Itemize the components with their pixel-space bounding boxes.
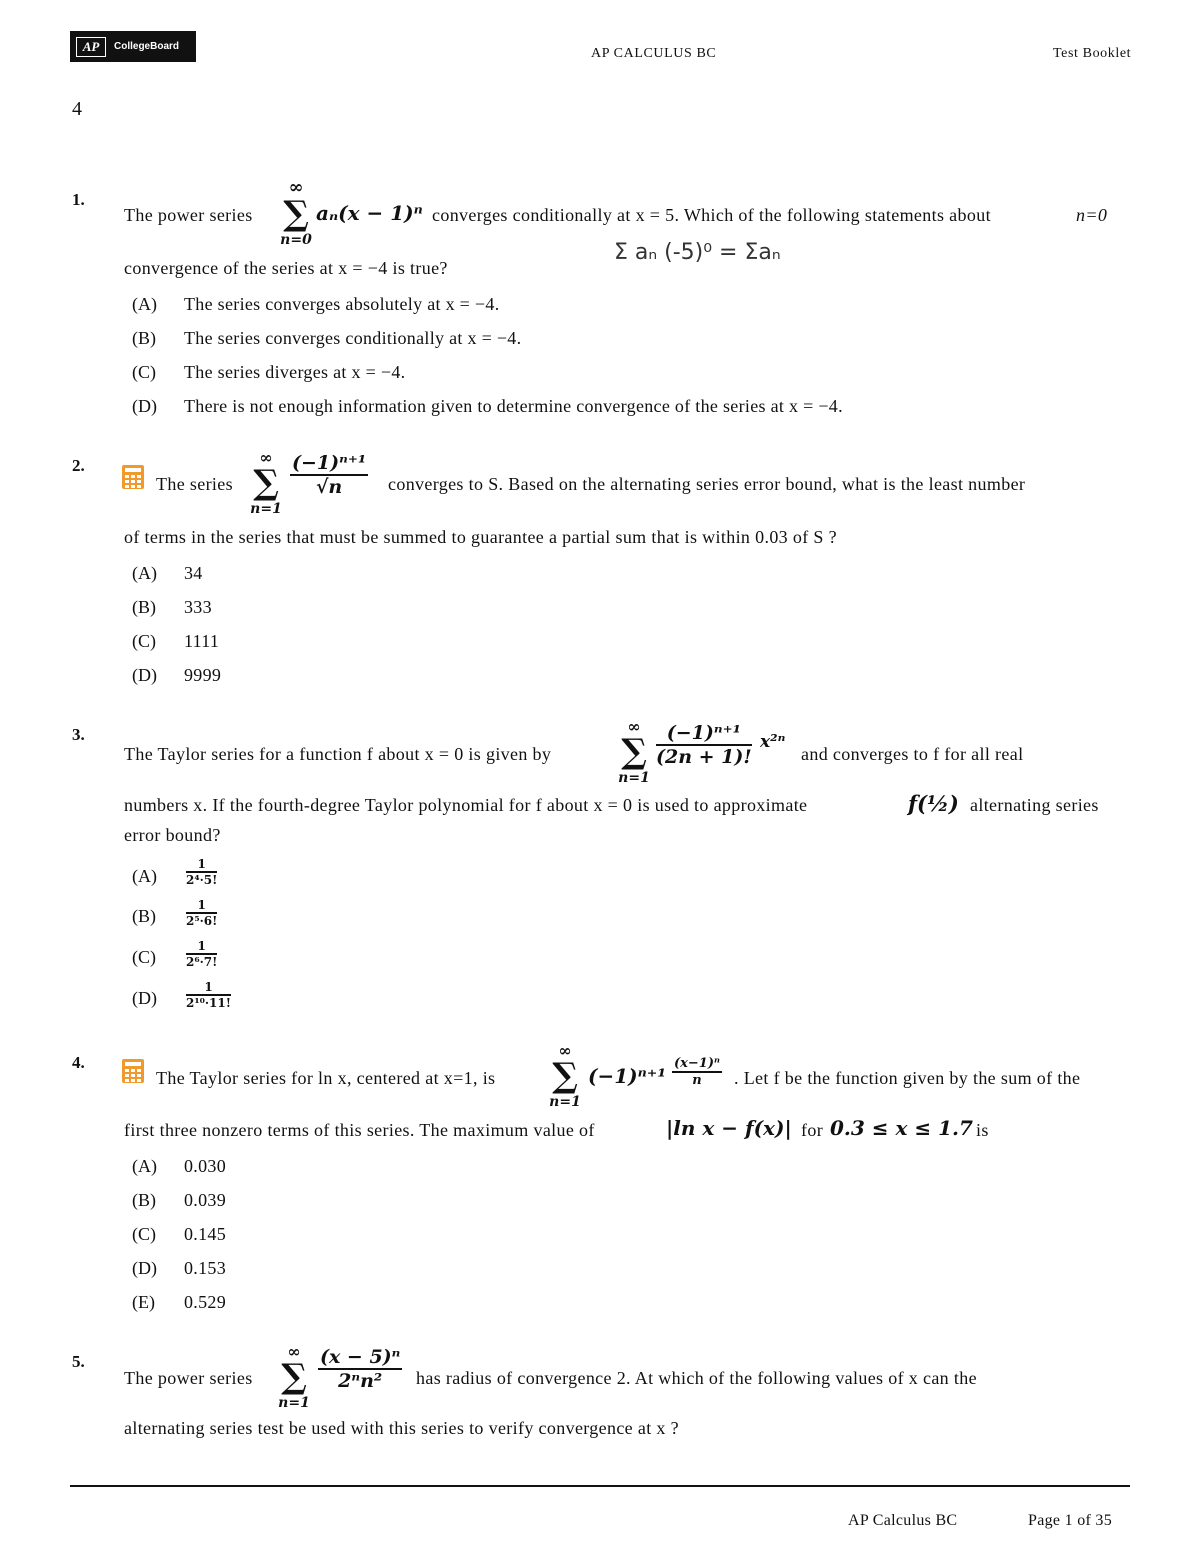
question-3-sum [614,717,654,786]
sum-upper-limit: ∞ [558,1041,572,1060]
question-3-lead: The Taylor series for a function f about x = 0 is given by [124,744,552,764]
question-3-number: 3. [72,725,85,744]
question-3-line3: error bound? [124,825,221,845]
fraction-numerator: (−1)ⁿ⁺¹ [292,452,367,474]
calculator-icon [122,465,144,489]
footer-divider [70,1485,1130,1487]
q4-option-a-text[interactable]: 0.030 [184,1156,226,1176]
fraction-denominator: 2⁶·7! [186,955,218,969]
q4-option-e-text[interactable]: 0.529 [184,1292,226,1312]
q3-option-c-fraction[interactable] [186,939,217,969]
question-3-text: and converges to f for all real [801,744,1024,764]
sum-upper-limit: ∞ [287,1342,301,1361]
question-2-sum [246,448,286,517]
handwritten-note: Σ aₙ (-5)⁰ = Σaₙ [614,240,781,265]
q1-option-a-text[interactable]: The series converges absolutely at x = −4. [184,294,500,314]
sigma-symbol: ∑ [552,1056,578,1096]
q4-option-b-label[interactable]: (B) [132,1190,156,1210]
question-5-text: has radius of convergence 2. At which of the following values of x can the [416,1368,977,1388]
question-5-number: 5. [72,1352,85,1371]
question-1-text: converges conditionally at x = 5. Which of the following statements about [432,205,991,225]
q4-option-b-text[interactable]: 0.039 [184,1190,226,1210]
q4-option-c-text[interactable]: 0.145 [184,1224,226,1244]
fraction-denominator: √n [315,476,343,498]
question-3-line2-tail: alternating series [970,795,1099,815]
question-4-sign: (−1)ⁿ⁺¹ [588,1064,667,1088]
fraction-denominator: 2⁵·6! [186,914,218,928]
q3-option-c-label[interactable]: (C) [132,947,156,967]
fraction-denominator: 2¹⁰·11! [186,996,232,1010]
fraction-denominator: n [692,1073,702,1088]
question-3-f-half: f(½) [908,791,959,816]
q2-option-d-label[interactable]: (D) [132,665,157,685]
footer-page: Page 1 of 35 [1028,1512,1113,1529]
ap-logo-mark: AP [76,37,106,57]
q3-option-d-label[interactable]: (D) [132,988,157,1008]
q1-option-c-label[interactable]: (C) [132,362,156,382]
sigma-symbol: ∑ [621,732,647,772]
q2-option-a-text[interactable]: 34 [184,563,203,583]
question-5-sum [274,1342,314,1411]
question-2-line2: of terms in the series that must be summed to guarantee a partial sum that is within 0.03 of S ? [124,527,837,547]
question-2-text: converges to S. Based on the alternating series error bound, what is the least number [388,474,1026,494]
q4-option-d-label[interactable]: (D) [132,1258,157,1278]
sum-lower-limit: n=1 [618,770,650,786]
question-1-sum [276,177,316,248]
sum-lower-limit: n=1 [250,501,282,517]
q2-option-b-text[interactable]: 333 [184,597,212,617]
question-5-line2: alternating series test be used with this series to verify convergence at x ? [124,1418,679,1438]
fraction-numerator: 1 [186,898,217,914]
q1-option-c-text[interactable]: The series diverges at x = −4. [184,362,406,382]
q2-option-a-label[interactable]: (A) [132,563,157,583]
fraction-numerator: (x−1)ⁿ [674,1056,720,1071]
q4-option-c-label[interactable]: (C) [132,1224,156,1244]
question-1-number: 1. [72,190,85,209]
footer-course: AP Calculus BC [848,1512,958,1529]
header-booklet: Test Booklet [1053,46,1132,61]
q4-option-a-label[interactable]: (A) [132,1156,157,1176]
sum-lower-limit: n=1 [278,1395,310,1411]
q1-option-d-text[interactable]: There is not enough information given to determine convergence of the series at x = −4. [184,396,843,416]
question-3-x-power: x²ⁿ [760,732,786,752]
q3-option-b-fraction[interactable] [186,898,217,928]
question-4-for: for [801,1120,824,1140]
question-1-lead: The power series [124,205,253,225]
sigma-symbol: ∑ [281,1357,307,1397]
question-4-fraction [672,1056,722,1088]
question-4-text: . Let f be the function given by the sum of the [734,1068,1081,1088]
sum-upper-limit: ∞ [259,448,273,467]
sigma-symbol: ∑ [253,463,279,503]
q1-option-b-text[interactable]: The series converges conditionally at x = −4. [184,328,522,348]
q3-option-b-label[interactable]: (B) [132,906,156,926]
fraction-numerator: 1 [186,857,217,873]
collegeboard-wordmark: CollegeBoard [114,41,180,52]
question-4-is: is [976,1120,989,1140]
question-4-sum [545,1041,585,1110]
page-section-number: 4 [72,98,82,120]
q4-option-d-text[interactable]: 0.153 [184,1258,226,1278]
question-5-fraction [318,1346,402,1392]
question-3-fraction [656,722,752,768]
fraction-denominator: 2ⁿn² [338,1370,383,1392]
q1-option-a-label[interactable]: (A) [132,294,157,314]
question-4-abs-expression: |ln x − f(x)| [666,1116,792,1140]
calculator-icon [122,1059,144,1083]
q3-option-a-fraction[interactable] [186,857,217,887]
question-1-term: aₙ(x − 1)ⁿ [316,201,423,225]
fraction-denominator: (2n + 1)! [656,746,752,768]
sum-lower-limit: n=0 [280,232,312,248]
question-2-number: 2. [72,456,85,475]
q2-option-b-label[interactable]: (B) [132,597,156,617]
sum-lower-limit: n=1 [549,1094,581,1110]
question-4-lead: The Taylor series for ln x, centered at x=1, is [156,1068,496,1088]
q2-option-c-text[interactable]: 1111 [184,631,220,651]
fraction-denominator: 2⁴·5! [186,873,218,887]
fraction-numerator: 1 [186,939,217,955]
q4-option-e-label[interactable]: (E) [132,1292,155,1312]
q3-option-d-fraction[interactable] [186,980,231,1010]
sigma-symbol: ∑ [283,194,309,234]
fraction-numerator: 1 [186,980,231,996]
q3-option-a-label[interactable]: (A) [132,866,157,886]
sum-upper-limit: ∞ [627,717,641,736]
collegeboard-logo [70,31,196,62]
q2-option-c-label[interactable]: (C) [132,631,156,651]
fraction-numerator: (x − 5)ⁿ [320,1346,401,1368]
q1-option-b-label[interactable]: (B) [132,328,156,348]
question-2-fraction [290,452,368,498]
question-3-line2: numbers x. If the fourth-degree Taylor polynomial for f about x = 0 is used to approximate [124,795,808,815]
question-4-range: 0.3 ≤ x ≤ 1.7 [830,1116,973,1140]
question-1-line2: convergence of the series at x = −4 is true? [124,258,448,278]
question-4-number: 4. [72,1053,85,1072]
fraction-numerator: (−1)ⁿ⁺¹ [656,722,752,746]
question-4-line2: first three nonzero terms of this series. The maximum value of [124,1120,595,1140]
q2-option-d-text[interactable]: 9999 [184,665,222,685]
header-title: AP CALCULUS BC [591,46,717,61]
q1-option-d-label[interactable]: (D) [132,396,157,416]
question-2-lead: The series [156,474,233,494]
question-5-lead: The power series [124,1368,253,1388]
question-1-tail: n=0 [1076,205,1108,225]
sum-upper-limit: ∞ [288,177,304,198]
